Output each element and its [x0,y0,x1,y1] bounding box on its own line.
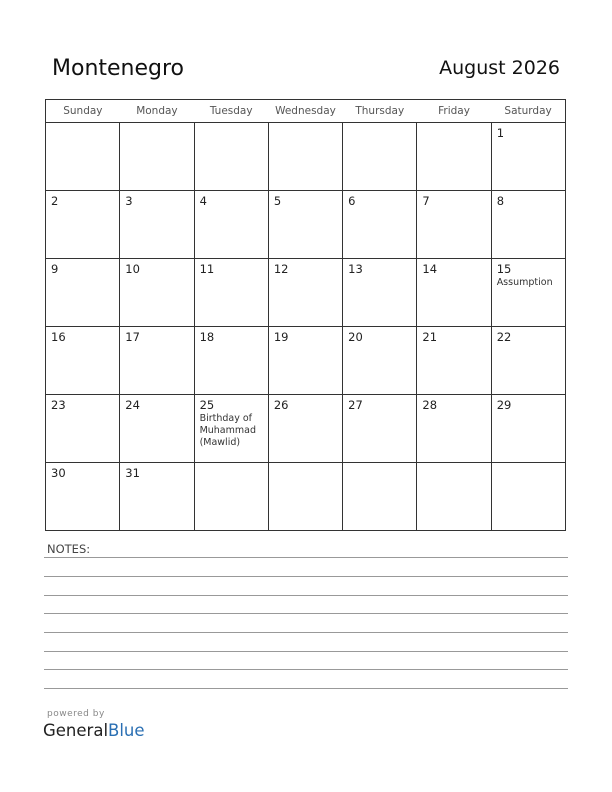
day-number: 3 [125,194,133,208]
weekday-header: Wednesday [268,100,342,123]
note-line [44,651,568,652]
day-number: 31 [125,466,140,480]
calendar-day-cell [417,463,491,531]
brand-logo [43,721,145,740]
day-number: 21 [422,330,438,344]
day-number: 5 [273,194,282,208]
calendar-day-cell [417,123,491,191]
day-number: 7 [422,194,430,208]
day-number: 25 [199,398,215,412]
calendar-day-cell [491,123,565,191]
day-number: 17 [125,330,140,344]
day-number: 6 [348,194,356,208]
calendar-day-cell [417,395,491,463]
calendar-day-cell [120,191,194,259]
calendar-week-row [46,123,566,191]
calendar-day-cell [46,191,120,259]
calendar-day-cell [268,191,342,259]
calendar-week-row [46,191,566,259]
day-number: 30 [51,466,66,480]
day-number: 23 [51,398,66,412]
day-number: 14 [422,262,438,276]
weekday-header: Tuesday [194,100,268,123]
day-number: 19 [273,330,289,344]
calendar-country-title: Montenegro [52,56,185,81]
day-number: 8 [496,194,505,208]
calendar-week-row [46,327,566,395]
calendar-day-cell [120,327,194,395]
weekday-header: Friday [417,100,491,123]
weekday-header: Saturday [491,100,565,123]
note-line [44,688,568,689]
day-number: 22 [496,330,512,344]
calendar-day-cell [343,123,417,191]
day-number: 29 [496,398,512,412]
calendar-day-cell [491,259,565,327]
calendar-day-cell [46,327,120,395]
day-number: 20 [348,330,363,344]
note-line [44,595,568,596]
note-line [44,669,568,670]
day-number: 28 [422,398,438,412]
calendar-day-cell [194,327,268,395]
calendar-day-cell [343,463,417,531]
holiday-label: Assumption [496,277,553,288]
calendar-day-cell [491,463,565,531]
calendar-week-row [46,259,566,327]
day-number: 24 [125,398,140,412]
calendar-day-cell [268,463,342,531]
calendar-day-cell [343,191,417,259]
calendar-day-cell [46,259,120,327]
calendar-day-cell [417,191,491,259]
calendar-day-cell [417,259,491,327]
weekday-header: Monday [120,100,194,123]
day-number: 16 [51,330,66,344]
day-number: 1 [496,126,505,140]
day-number: 18 [199,330,215,344]
day-number: 11 [199,262,215,276]
calendar-day-cell [343,395,417,463]
calendar-day-cell [417,327,491,395]
weekday-header-row [46,100,566,123]
calendar-day-cell [343,327,417,395]
calendar-day-cell [268,259,342,327]
note-line [44,576,568,577]
calendar-day-cell [491,191,565,259]
note-line [44,632,568,633]
brand-general: General [43,721,109,740]
day-number: 26 [273,398,289,412]
calendar-day-cell [491,327,565,395]
powered-by-text: powered by [47,709,105,719]
calendar-day-cell [120,463,194,531]
weekday-header: Sunday [46,100,120,123]
day-number: 15 [496,262,512,276]
calendar-month-title: August 2026 [439,57,560,79]
brand-blue: Blue [108,721,145,740]
calendar-day-cell [194,463,268,531]
calendar-day-cell [194,395,268,463]
day-number: 12 [273,262,289,276]
day-number: 4 [199,194,207,208]
calendar-day-cell [268,327,342,395]
day-number: 10 [125,262,140,276]
calendar-week-row [46,395,566,463]
calendar-day-cell [343,259,417,327]
calendar-day-cell [194,191,268,259]
calendar-day-cell [120,395,194,463]
calendar-day-cell [46,123,120,191]
calendar-day-cell [194,123,268,191]
holiday-label: Birthday of Muhammad (Mawlid) [199,413,256,448]
calendar-week-row [46,463,566,531]
calendar-day-cell [268,123,342,191]
calendar-grid [45,99,566,531]
day-number: 9 [51,262,59,276]
note-line [44,613,568,614]
notes-label: NOTES: [47,542,91,556]
calendar-day-cell [491,395,565,463]
note-line [44,557,568,558]
calendar-day-cell [46,395,120,463]
calendar-day-cell [194,259,268,327]
day-number: 27 [348,398,363,412]
calendar-day-cell [120,259,194,327]
calendar-day-cell [46,463,120,531]
calendar-day-cell [268,395,342,463]
weekday-header: Thursday [343,100,417,123]
calendar-day-cell [120,123,194,191]
day-number: 2 [51,194,59,208]
day-number: 13 [348,262,363,276]
